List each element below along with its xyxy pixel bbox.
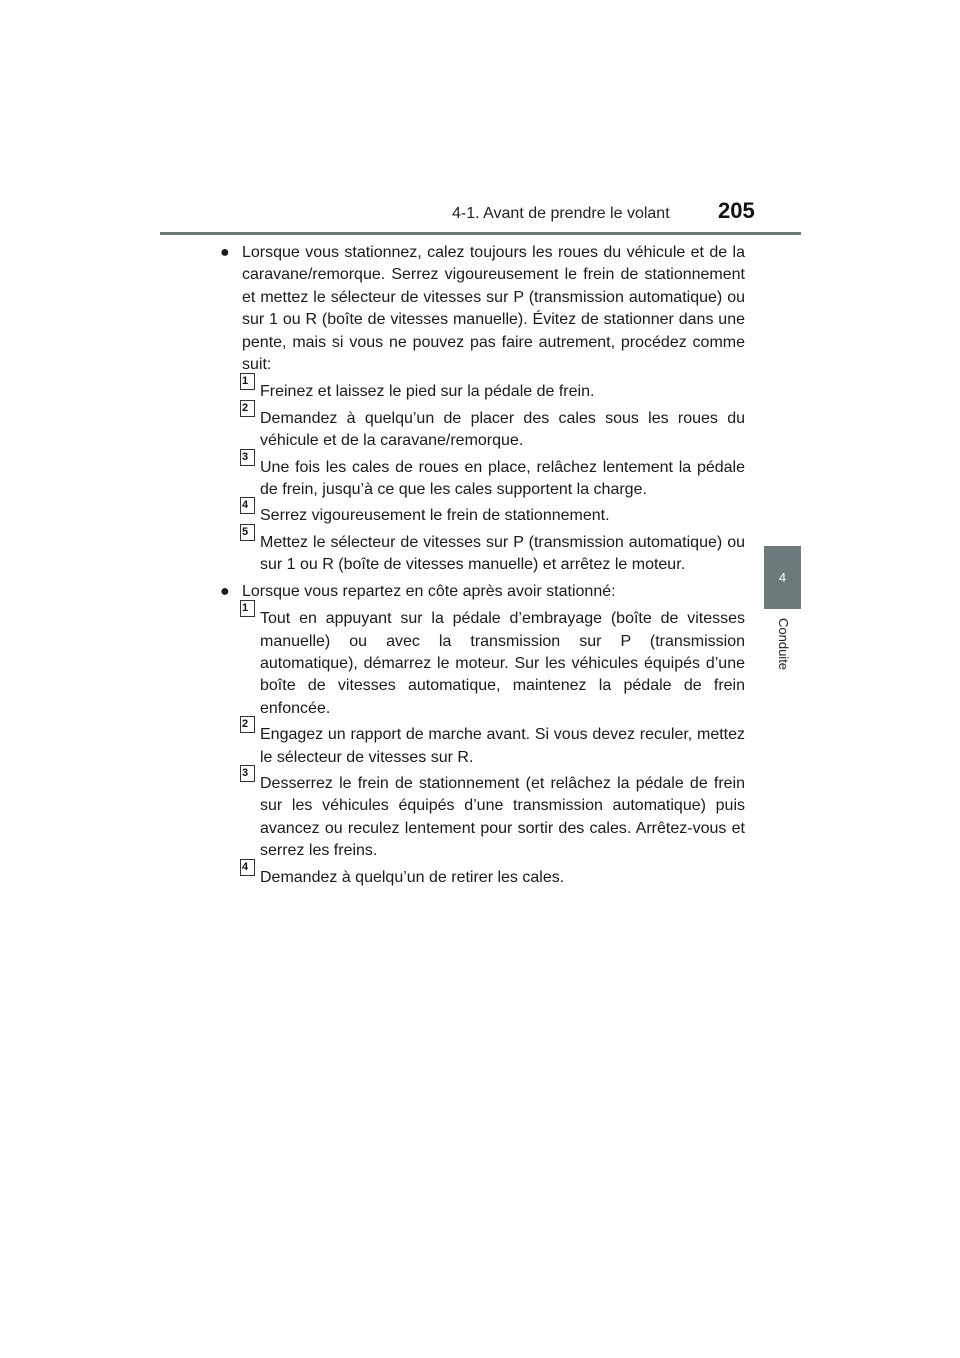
chapter-label: Conduite (776, 618, 791, 671)
page-number: 205 (718, 198, 755, 223)
section-title: 4-1. Avant de prendre le volant (452, 205, 670, 222)
step-list (220, 375, 745, 576)
step-number-icon: 3 (240, 449, 255, 466)
step-text: Freinez et laissez le pied sur la pédale de frein. (260, 383, 595, 401)
step-item (220, 401, 745, 453)
step-item (220, 375, 745, 403)
header-divider (160, 232, 801, 235)
step-item (220, 499, 745, 527)
step-item (220, 860, 745, 889)
step-item (220, 718, 745, 769)
bullet-text: Lorsque vous stationnez, calez toujours les roues du véhicule et de la caravane/remorque. Serrez vigoureusement le frein de stationnement et mettez le sélecteur de vitesses sur P (transmission automatique) ou sur 1 ou R (boîte de vitesses manuelle). Évitez de stationner dans une pente, mais si vous ne pouvez pas faire autrement, procédez comme suit: (242, 244, 745, 374)
step-item (220, 602, 745, 720)
bullet-item (220, 581, 745, 603)
step-text: Une fois les cales de roues en place, relâchez lentement la pédale de frein, jusqu’à ce que les cales supportent la charge. (260, 458, 745, 499)
step-text: Demandez à quelqu’un de retirer les cales. (260, 868, 565, 886)
step-number-icon: 4 (240, 859, 255, 876)
step-number-icon: 5 (240, 524, 255, 541)
bullet-text: Lorsque vous repartez en côte après avoir stationné: (242, 582, 616, 600)
bullet-icon: ● (220, 582, 230, 600)
step-item (220, 525, 745, 577)
step-text: Serrez vigoureusement le frein de stationnement. (260, 507, 610, 525)
step-number-icon: 2 (240, 400, 255, 417)
step-number-icon: 2 (240, 716, 255, 733)
step-text: Desserrez le frein de stationnement (et relâchez la pédale de frein sur les véhicules équipés d’une transmission automatique) puis avancez ou reculez lentement pour sortir des cales. Arrêtez-vous et serrez les freins. (260, 774, 745, 860)
step-list (220, 602, 745, 889)
step-item (220, 450, 745, 502)
chapter-tab[interactable]: 4 (764, 546, 801, 609)
step-number-icon: 4 (240, 497, 255, 514)
bullet-item (220, 242, 745, 376)
step-text: Mettez le sélecteur de vitesses sur P (transmission automatique) ou sur 1 ou R (boîte de vitesses manuelle) et arrêtez le moteur. (260, 533, 745, 574)
content (220, 242, 745, 893)
step-number-icon: 1 (240, 373, 255, 390)
bullet-icon: ● (220, 244, 230, 261)
step-text: Demandez à quelqu’un de placer des cales sous les roues du véhicule et de la caravane/remorque. (260, 409, 745, 450)
step-text: Tout en appuyant sur la pédale d’embrayage (boîte de vitesses manuelle) ou avec la transmission sur P (transmission automatique), démarrez le moteur. Sur les véhicules équipés d’une boîte de vitesses automatique, maintenez la pédale de frein enfoncée. (260, 610, 745, 717)
step-text: Engagez un rapport de marche avant. Si vous devez reculer, mettez le sélecteur de vitesses sur R. (260, 726, 745, 766)
step-number-icon: 1 (240, 600, 255, 617)
step-item (220, 766, 745, 863)
step-number-icon: 3 (240, 765, 255, 782)
